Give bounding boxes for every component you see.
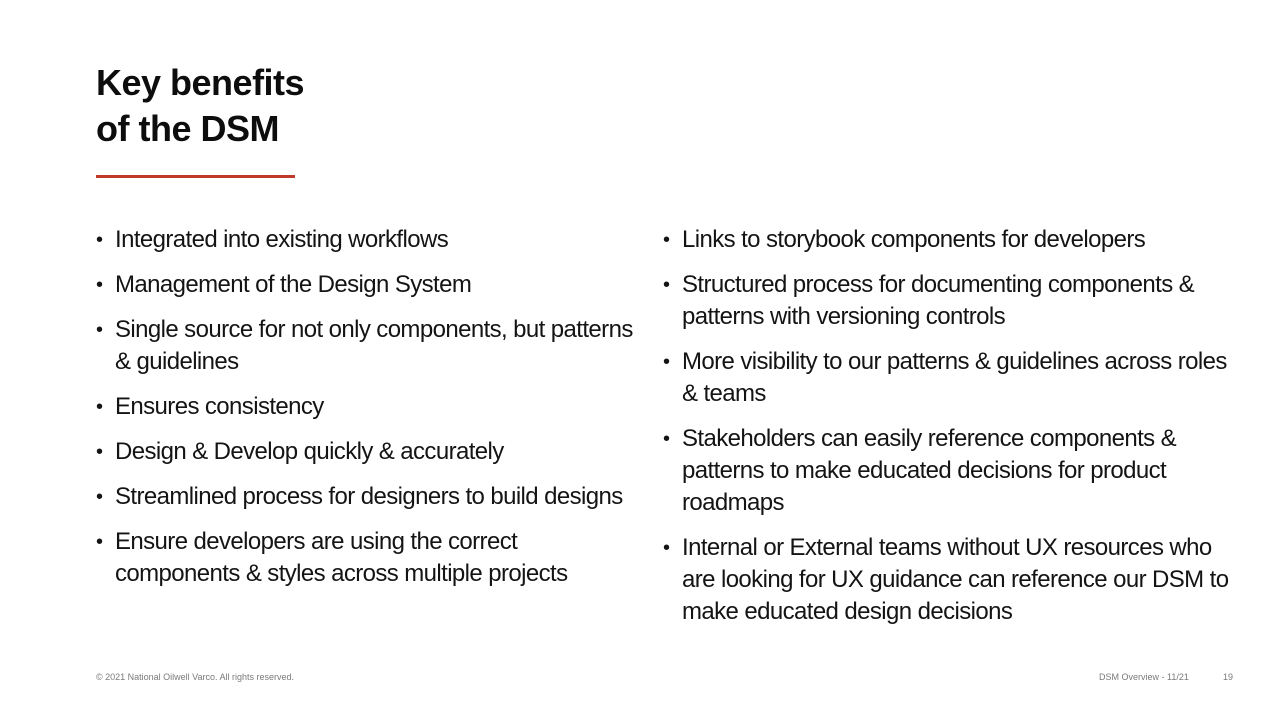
bullet-icon: • [96,396,103,418]
list-item [96,436,636,468]
list-item-text: Management of the Design System [115,271,472,298]
list-item [96,391,636,423]
list-item [663,423,1243,519]
bullet-icon: • [96,486,103,508]
list-item [663,532,1243,628]
bullet-icon: • [96,229,103,251]
list-item [96,224,636,256]
list-item-text: Ensures consistency [115,393,324,420]
list-item [663,346,1243,410]
list-item-text: Integrated into existing workflows [115,226,449,253]
list-item [96,481,636,513]
title-accent-rule [96,175,295,178]
list-item [96,269,636,301]
list-item [96,526,636,590]
list-item-text: Design & Develop quickly & accurately [115,438,504,465]
benefits-list-right [663,224,1243,641]
list-item [96,314,636,378]
list-item-text: More visibility to our patterns & guidelines across roles & teams [682,348,1227,407]
bullet-icon: • [96,274,103,296]
list-item-text: Single source for not only components, but patterns & guidelines [115,316,633,375]
footer-deck-label: DSM Overview - 11/21 [1099,672,1189,682]
bullet-icon: • [96,531,103,553]
bullet-icon: • [96,441,103,463]
bullet-icon: • [663,274,670,296]
bullet-icon: • [663,428,670,450]
list-item-text: Streamlined process for designers to build designs [115,483,623,510]
list-item [663,224,1243,256]
bullet-icon: • [663,351,670,373]
benefits-list-left [96,224,636,603]
slide-title-line-2: of the DSM [96,108,279,149]
footer-page-number: 19 [1223,672,1234,682]
list-item-text: Stakeholders can easily reference components & patterns to make educated decisions for product roadmaps [682,425,1177,516]
bullet-icon: • [96,319,103,341]
list-item-text: Structured process for documenting components & patterns with versioning controls [682,271,1195,330]
list-item-text: Internal or External teams without UX resources who are looking for UX guidance can reference our DSM to make educated design decisions [682,534,1229,625]
bullet-icon: • [663,537,670,559]
list-item-text: Ensure developers are using the correct components & styles across multiple projects [115,528,568,587]
list-item-text: Links to storybook components for developers [682,226,1146,253]
bullet-icon: • [663,229,670,251]
list-item [663,269,1243,333]
footer-copyright: © 2021 National Oilwell Varco. All rights reserved. [96,672,295,682]
slide-title [96,60,304,152]
slide-title-line-1: Key benefits [96,62,305,103]
